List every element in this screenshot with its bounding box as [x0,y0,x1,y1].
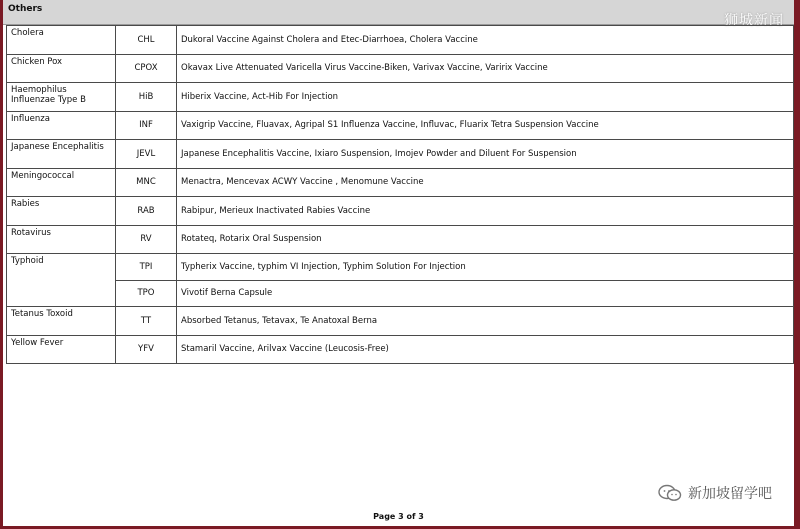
table-row [7,54,794,83]
code-cell: CPOX [116,54,177,83]
code-cell: JEVL [116,140,177,169]
code-cell: RAB [116,197,177,226]
table-row [7,111,794,140]
vaccine-names-cell: Stamaril Vaccine, Arilvax Vaccine (Leucosis-Free) [177,335,794,364]
disease-cell: Influenza [7,111,116,140]
vaccine-names-cell: Japanese Encephalitis Vaccine, Ixiaro Suspension, Imojev Powder and Diluent For Suspension [177,140,794,169]
table-row [7,307,794,336]
code-cell: YFV [116,335,177,364]
disease-cell: Yellow Fever [7,335,116,364]
code-cell: INF [116,111,177,140]
disease-cell: Rotavirus [7,225,116,254]
table-row [7,26,794,55]
code-cell: TPO [116,280,177,307]
table-row [7,168,794,197]
watermark-bottom [658,483,772,503]
vaccine-names-cell: Vivotif Berna Capsule [177,280,794,307]
watermark-bottom-text: 新加坡留学吧 [688,486,772,502]
vaccine-names-cell: Menactra, Mencevax ACWY Vaccine , Menomune Vaccine [177,168,794,197]
page-number: Page 3 of 3 [373,512,424,521]
table-row [7,254,794,281]
disease-cell: Haemophilus Influenzae Type B [7,83,116,112]
table-row [7,225,794,254]
vaccine-names-cell: Dukoral Vaccine Against Cholera and Etec-Diarrhoea, Cholera Vaccine [177,26,794,55]
disease-cell: Cholera [7,26,116,55]
vaccine-names-cell: Typherix Vaccine, typhim VI Injection, Typhim Solution For Injection [177,254,794,281]
disease-cell: Chicken Pox [7,54,116,83]
table-row [7,140,794,169]
vaccine-names-cell: Vaxigrip Vaccine, Fluavax, Agripal S1 Influenza Vaccine, Influvac, Fluarix Tetra Suspension Vaccine [177,111,794,140]
code-cell: TPI [116,254,177,281]
disease-cell: Meningococcal [7,168,116,197]
table-row [7,280,794,307]
table-row [7,197,794,226]
vaccine-names-cell: Rabipur, Merieux Inactivated Rabies Vaccine [177,197,794,226]
table-row [7,335,794,364]
code-cell: HiB [116,83,177,112]
code-cell: CHL [116,26,177,55]
code-cell: RV [116,225,177,254]
disease-cell: Japanese Encephalitis [7,140,116,169]
wechat-icon [658,484,682,502]
table-row [7,83,794,112]
disease-cell: Typhoid [7,254,116,307]
section-title: Others [8,4,43,14]
vaccine-names-cell: Rotateq, Rotarix Oral Suspension [177,225,794,254]
document-page [3,0,794,526]
code-cell: MNC [116,168,177,197]
vaccine-names-cell: Hiberix Vaccine, Act-Hib For Injection [177,83,794,112]
section-header [3,0,794,25]
vaccine-names-cell: Absorbed Tetanus, Tetavax, Te Anatoxal Berna [177,307,794,336]
code-cell: TT [116,307,177,336]
watermark-top: 狮城新闻 [724,13,784,29]
disease-cell: Rabies [7,197,116,226]
vaccine-table [6,25,794,364]
vaccine-names-cell: Okavax Live Attenuated Varicella Virus Vaccine-Biken, Varivax Vaccine, Varirix Vaccine [177,54,794,83]
disease-cell: Tetanus Toxoid [7,307,116,336]
